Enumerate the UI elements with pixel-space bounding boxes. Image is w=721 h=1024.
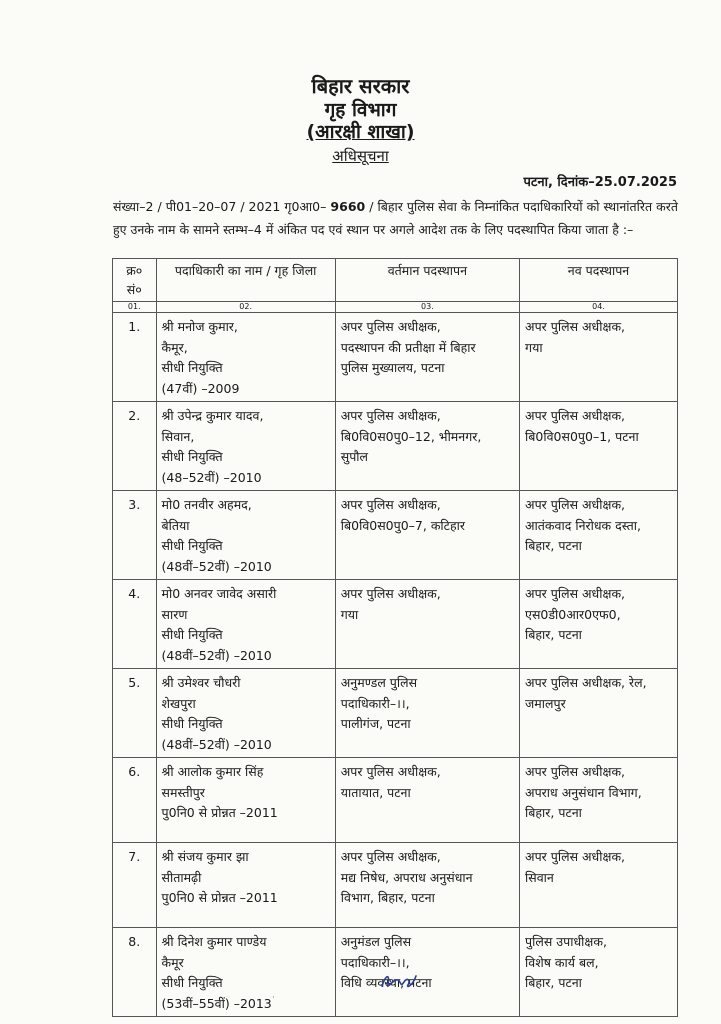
header-new-posting: नव पदस्थापन [520,259,678,302]
current-line: बि0वि0स0पु0–7, कटिहार [340,517,465,533]
new-cell [520,313,678,402]
header-department: गृह विभाग [324,99,397,121]
name-cell [156,491,335,580]
serial-cell: 2. [113,402,157,491]
place-date: पटना, दिनांक–25.07.2025 [523,175,677,190]
current-cell [335,758,519,843]
name-line: सीधी नियुक्ति [161,627,223,642]
new-line: बिहार, पटना [525,975,582,990]
new-cell [520,758,678,843]
new-line: अपर पुलिस अधीक्षक, [525,849,626,864]
current-line: पुलिस मुख्यालय, पटना [340,360,445,375]
current-cell [335,580,519,669]
name-cell [156,843,335,928]
stray-mark: · [272,993,275,1003]
current-line: अपर पुलिस अधीक्षक, [340,586,441,601]
name-line: (48वीं–52वीं) –2010 [161,736,272,752]
serial-cell: 1. [113,313,157,402]
name-cell [156,758,335,843]
name-line: (48वीं–52वीं) –2010 [161,558,272,574]
new-cell [520,580,678,669]
name-line: सीधी नियुक्ति [161,449,223,464]
header-government: बिहार सरकार [311,74,410,98]
new-cell [520,928,678,1017]
name-line: सीधी नियुक्ति [161,360,223,375]
name-line: (53वीं–55वीं) –2013 [161,995,272,1011]
serial-cell: 6. [113,758,157,843]
name-line: (48वीं–52वीं) –2010 [161,647,272,663]
serial-cell: 8. [113,928,157,1017]
new-line: बिहार, पटना [525,627,582,642]
new-line: अपर पुलिस अधीक्षक, [525,764,626,779]
name-line: पु0नि0 से प्रोन्नत –2011 [161,805,278,820]
name-cell [156,928,335,1017]
new-line: अपर पुलिस अधीक्षक, [525,586,626,601]
current-line: अपर पुलिस अधीक्षक, [340,764,441,779]
column-number: 02. [156,302,335,313]
name-line: मो0 अनवर जावेद असारी [161,586,277,601]
new-line: अपराध अनुसंधान विभाग, [525,784,642,800]
table-row [113,669,678,758]
current-line: मद्य निषेध, अपराध अनुसंधान [340,869,473,885]
table-header-row [113,259,678,302]
name-line: सीधी नियुक्ति [161,538,223,553]
new-cell [520,491,678,580]
current-line: विधि व्यवस्था, पटना [340,975,432,990]
name-line: श्री मनोज कुमार, [161,319,238,334]
name-line: समस्तीपुर [161,784,205,800]
table-row [113,402,678,491]
table-body [113,313,678,1017]
new-line: अपर पुलिस अधीक्षक, [525,408,626,423]
current-cell [335,491,519,580]
new-line: बिहार, पटना [525,538,582,553]
name-line: (48–52वीं) –2010 [161,469,262,485]
new-cell [520,669,678,758]
name-line: कैमूर, [161,339,188,355]
column-number: 01. [113,302,157,313]
current-line: अपर पुलिस अधीक्षक, [340,849,441,864]
column-number: 03. [335,302,519,313]
header-serial: क्र० सं० [113,259,157,302]
name-line: (47वीं) –2009 [161,380,240,396]
new-line: अपर पुलिस अधीक्षक, [525,497,626,512]
current-cell [335,313,519,402]
new-line: बि0वि0स0पु0–1, पटना [525,428,639,444]
new-line: आतंकवाद निरोधक दस्ता, [525,517,641,533]
order-prefix: संख्या–2 / पी01–20–07 / 2021 गृ0आ0– [113,199,327,214]
new-line: बिहार, पटना [525,805,582,820]
name-line: सिवान, [161,428,195,444]
column-number: 04. [520,302,678,313]
name-line: पु0नि0 से प्रोन्नत –2011 [161,890,278,905]
header-branch: (आरक्षी शाखा) [306,121,415,143]
new-line: सिवान [525,869,554,885]
name-cell [156,402,335,491]
current-line: विभाग, बिहार, पटना [340,890,435,905]
table-row [113,491,678,580]
current-line: पालीगंज, पटना [340,716,411,731]
current-cell [335,843,519,928]
name-line: मो0 तनवीर अहमद, [161,497,252,512]
name-line: श्री आलोक कुमार सिंह [161,764,264,779]
name-line: श्री संजय कुमार झा [161,849,249,864]
new-line: एस0डी0आर0एफ0, [525,606,621,622]
name-cell [156,313,335,402]
current-line: अपर पुलिस अधीक्षक, [340,408,441,423]
table-row [113,313,678,402]
current-line: अनुमण्डल पुलिस [340,675,418,690]
new-line: पुलिस उपाधीक्षक, [525,934,607,949]
name-line: सीतामढ़ी [161,869,202,885]
current-cell [335,928,519,1017]
column-number-row [113,302,678,313]
current-line: पदाधिकारी–।।, [340,954,410,970]
current-line: गया [340,606,359,622]
order-number: 9660 [330,199,366,214]
serial-cell: 5. [113,669,157,758]
new-line: विशेष कार्य बल, [525,954,599,970]
name-cell [156,580,335,669]
current-line: अपर पुलिस अधीक्षक, [340,319,441,334]
name-cell [156,669,335,758]
intro-paragraph [113,195,678,241]
header-current-posting: वर्तमान पदस्थापन [335,259,519,302]
new-line: जमालपुर [525,695,566,711]
table-row [113,843,678,928]
new-line: अपर पुलिस अधीक्षक, [525,319,626,334]
current-line: पदस्थापन की प्रतीक्षा में बिहार [340,339,476,355]
serial-cell: 7. [113,843,157,928]
current-line: अपर पुलिस अधीक्षक, [340,497,441,512]
name-line: श्री उपेन्द्र कुमार यादव, [161,408,264,423]
new-cell [520,402,678,491]
new-line: अपर पुलिस अधीक्षक, रेल, [525,675,647,690]
signature-icon [378,968,418,994]
serial-cell: 4. [113,580,157,669]
new-cell [520,843,678,928]
current-line: बि0वि0स0पु0–12, भीमनगर, [340,428,482,444]
name-line: कैमूर [161,954,184,970]
name-line: सीधी नियुक्ति [161,716,223,731]
current-line: अनुमंडल पुलिस [340,934,412,949]
name-line: श्री दिनेश कुमार पाण्डेय [161,934,267,949]
name-line: सारण [161,606,188,622]
name-line: श्री उमेश्वर चौधरी [161,675,241,690]
name-line: शेखपुरा [161,695,196,711]
current-cell [335,402,519,491]
table-row [113,580,678,669]
current-line: पदाधिकारी–।।, [340,695,410,711]
table-row [113,758,678,843]
name-line: सीधी नियुक्ति [161,975,223,990]
header-name: पदाधिकारी का नाम / गृह जिला [156,259,335,302]
serial-cell: 3. [113,491,157,580]
current-line: यातायात, पटना [340,784,411,800]
current-line: सुपौल [340,449,369,464]
name-line: बेतिया [161,517,190,533]
new-line: गया [525,339,543,355]
notice-title: अधिसूचना [332,147,389,165]
posting-table [112,258,678,1017]
current-cell [335,669,519,758]
intro-text: / बिहार पुलिस सेवा के निम्नांकित पदाधिकारियों को स्थानांतरित करते हुए उनके नाम के सामने स्तम्भ–4 में अंकित पद एवं स्थान पर अगले आदेश तक के लिए पदस्थापित किया जाता है :– [113,199,679,237]
